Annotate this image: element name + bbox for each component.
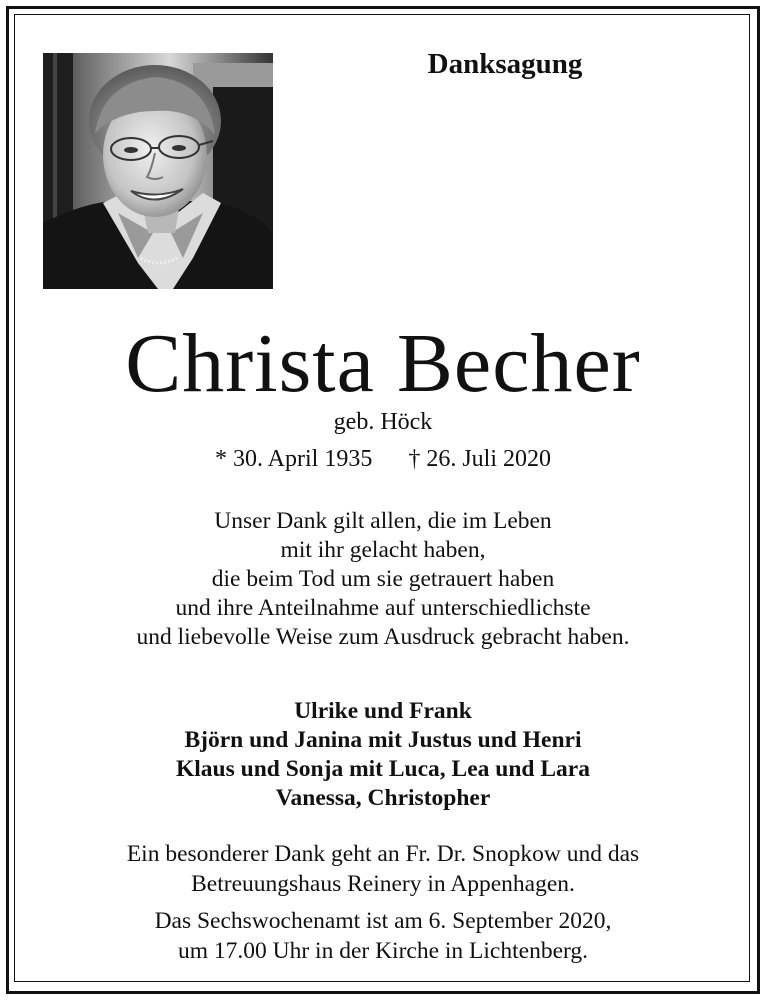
birth-name: geb. Höck — [333, 409, 433, 435]
mourner-line: Klaus und Sonja mit Luca, Lea und Lara — [176, 756, 590, 782]
verse-line: und ihre Anteilnahme auf unterschiedlichste — [175, 595, 591, 621]
thanks-line: Betreuungshaus Reinery in Appenhagen. — [191, 871, 575, 897]
death-date: † 26. Juli 2020 — [408, 446, 552, 472]
verse-line: und liebevolle Weise zum Ausdruck gebracht haben. — [136, 624, 630, 650]
thanks-line: Ein besonderer Dank geht an Fr. Dr. Snopkow und das — [126, 841, 640, 867]
mourner-line: Björn und Janina mit Justus und Henri — [184, 727, 582, 753]
deceased-name: Christa Becher — [125, 317, 641, 410]
service-line: Das Sechswochenamt ist am 6. September 2020, — [154, 908, 612, 934]
verse-line: Unser Dank gilt allen, die im Leben — [214, 508, 552, 534]
notice-heading: Danksagung — [427, 48, 583, 80]
mourners-list — [0, 697, 766, 813]
life-dates — [0, 446, 766, 473]
service-line: um 17.00 Uhr in der Kirche in Lichtenberg. — [177, 938, 589, 964]
birth-date: * 30. April 1935 — [214, 446, 373, 472]
special-thanks — [0, 839, 766, 899]
verse-line: mit ihr gelacht haben, — [280, 537, 486, 563]
mourner-line: Vanessa, Christopher — [275, 785, 491, 811]
verse-line: die beim Tod um sie getrauert haben — [211, 566, 555, 592]
thank-you-verse — [0, 507, 766, 652]
service-announcement — [0, 906, 766, 966]
portrait-photo — [43, 53, 273, 289]
mourner-line: Ulrike und Frank — [294, 698, 472, 724]
